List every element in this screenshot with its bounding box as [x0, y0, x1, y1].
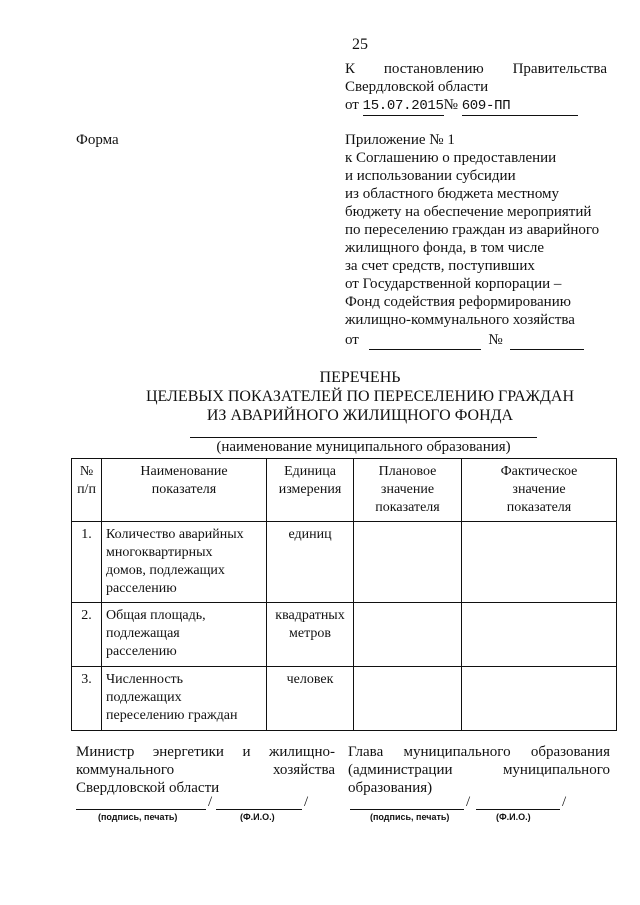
- sign-word: и: [242, 744, 251, 760]
- resolution-date: 15.07.2015: [362, 98, 444, 114]
- sign-word: Глава: [348, 744, 384, 760]
- page-number: 25: [352, 36, 368, 53]
- left-fio-blank: [216, 809, 302, 810]
- appendix-date-blank: [369, 331, 481, 350]
- appendix-line: к Соглашению о предоставлении: [345, 150, 557, 166]
- appendix-line: бюджету на обеспечение мероприятий: [345, 204, 592, 220]
- row-name-line: расселению: [106, 644, 177, 659]
- sign-word: муниципального: [502, 762, 610, 778]
- right-fio-blank: [476, 809, 560, 810]
- right-sign-fields: [350, 791, 580, 831]
- sign-word: Министр: [76, 744, 135, 760]
- header-text: показателя: [151, 482, 217, 497]
- row-name: [102, 522, 267, 603]
- left-sign-line-1: [76, 743, 335, 761]
- table-header-row: [72, 459, 617, 522]
- appendix-no: №: [488, 332, 503, 348]
- sign-word: (администрации: [348, 762, 453, 778]
- appendix-line: жилищно-коммунального хозяйства: [345, 312, 575, 328]
- header-text: значение: [512, 482, 566, 497]
- title-line-2: ЦЕЛЕВЫХ ПОКАЗАТЕЛЕЙ ПО ПЕРЕСЕЛЕНИЮ ГРАЖДАН: [145, 388, 575, 405]
- header-word: Правительства: [512, 61, 607, 77]
- appendix-line: за счет средств, поступивших: [345, 258, 535, 274]
- header-text: измерения: [278, 482, 342, 497]
- header-text: Фактическое: [500, 464, 578, 479]
- right-signature-blank: [350, 809, 464, 810]
- sign-word: энергетики: [152, 744, 224, 760]
- header-line-1: [345, 60, 607, 78]
- right-slash-1: /: [466, 794, 471, 810]
- header-name: [102, 459, 267, 522]
- table-row: [72, 522, 617, 603]
- sign-word: образования: [530, 744, 610, 760]
- left-fio-caption: (Ф.И.О.): [240, 812, 275, 822]
- header-line-2: Свердловской области: [345, 79, 489, 95]
- number-sign: №: [443, 97, 458, 113]
- form-label: Форма: [76, 132, 119, 148]
- left-slash-2: /: [304, 794, 309, 810]
- left-sign-fields: [76, 791, 316, 831]
- header-text: №: [79, 464, 94, 479]
- header-plan: [354, 459, 462, 522]
- row-plan-value: [354, 667, 462, 731]
- municipality-underline: [190, 437, 537, 438]
- row-unit: [267, 667, 354, 731]
- row-num: 3.: [72, 667, 102, 731]
- header-text: Наименование: [140, 464, 228, 479]
- row-name-line: Общая площадь,: [106, 608, 206, 623]
- left-slash-1: /: [208, 794, 213, 810]
- header-text: показателя: [506, 500, 572, 515]
- row-num: 1.: [72, 522, 102, 603]
- sign-word: жилищно-: [269, 744, 335, 760]
- sign-word: коммунального: [76, 762, 175, 778]
- row-name-line: Количество аварийных: [106, 527, 244, 542]
- right-sign-line-1: [348, 743, 610, 761]
- appendix-number-blank: [510, 331, 584, 350]
- appendix-line: Фонд содействия реформированию: [345, 294, 571, 310]
- left-sign-line-3: Свердловской области: [76, 780, 220, 796]
- row-name: [102, 603, 267, 667]
- left-signature-block: [76, 743, 335, 797]
- row-unit-line: человек: [286, 672, 334, 687]
- appendix-line: из областного бюджета местному: [345, 186, 560, 202]
- row-unit-line: квадратных: [275, 608, 345, 623]
- appendix-block: [345, 131, 610, 350]
- sign-word: муниципального: [403, 744, 511, 760]
- row-name: [102, 667, 267, 731]
- row-num: 2.: [72, 603, 102, 667]
- row-fact-value: [462, 522, 617, 603]
- row-name-line: многоквартирных: [106, 545, 213, 560]
- header-fact: [462, 459, 617, 522]
- municipality-caption: (наименование муниципального образования): [216, 439, 511, 455]
- row-unit-line: единиц: [288, 527, 332, 542]
- appendix-date-line: [345, 329, 610, 350]
- row-name-line: переселению граждан: [106, 708, 238, 723]
- right-fio-caption: (Ф.И.О.): [496, 812, 531, 822]
- row-plan-value: [354, 522, 462, 603]
- appendix-line: и использовании субсидии: [345, 168, 516, 184]
- header-word: К: [345, 61, 356, 77]
- header-line-3: [345, 96, 607, 116]
- table-row: [72, 667, 617, 731]
- header-text: Единица: [284, 464, 336, 479]
- header-text: п/п: [77, 482, 96, 497]
- right-sign-caption: (подпись, печать): [370, 812, 450, 822]
- row-name-line: Численность: [106, 672, 184, 687]
- row-name-line: расселению: [106, 581, 177, 596]
- appendix-ot: от: [345, 332, 359, 348]
- header-block: [345, 60, 607, 116]
- header-text: значение: [380, 482, 435, 497]
- row-unit: [267, 603, 354, 667]
- appendix-line: жилищного фонда, в том числе: [345, 240, 545, 256]
- resolution-number: 609-ПП: [462, 97, 578, 116]
- row-name-line: подлежащая: [106, 626, 180, 641]
- row-fact-value: [462, 603, 617, 667]
- appendix-line: по переселению граждан из аварийного: [345, 222, 600, 238]
- title-line-3: ИЗ АВАРИЙНОГО ЖИЛИЩНОГО ФОНДА: [206, 407, 514, 424]
- right-sign-line-3: образования): [348, 780, 433, 796]
- left-signature-blank: [76, 809, 206, 810]
- list-title: [0, 368, 640, 425]
- right-signature-block: [348, 743, 610, 797]
- header-unit: [267, 459, 354, 522]
- right-sign-line-2: [348, 761, 610, 779]
- date-prefix: от: [345, 97, 359, 113]
- row-unit-line: метров: [289, 626, 331, 641]
- appendix-title: Приложение № 1: [345, 132, 455, 148]
- header-num: [72, 459, 102, 522]
- appendix-line: от Государственной корпорации –: [345, 276, 562, 292]
- left-sign-caption: (подпись, печать): [98, 812, 178, 822]
- header-text: Плановое: [378, 464, 437, 479]
- header-text: показателя: [375, 500, 440, 515]
- sign-word: хозяйства: [272, 762, 335, 778]
- row-fact-value: [462, 667, 617, 731]
- row-unit: [267, 522, 354, 603]
- row-plan-value: [354, 603, 462, 667]
- left-sign-line-2: [76, 761, 335, 779]
- row-name-line: домов, подлежащих: [106, 563, 225, 578]
- right-slash-2: /: [562, 794, 567, 810]
- table-row: [72, 603, 617, 667]
- row-name-line: подлежащих: [106, 690, 182, 705]
- title-line-1: ПЕРЕЧЕНЬ: [319, 369, 401, 386]
- indicators-table: [71, 458, 617, 731]
- header-word: постановлению: [383, 61, 484, 77]
